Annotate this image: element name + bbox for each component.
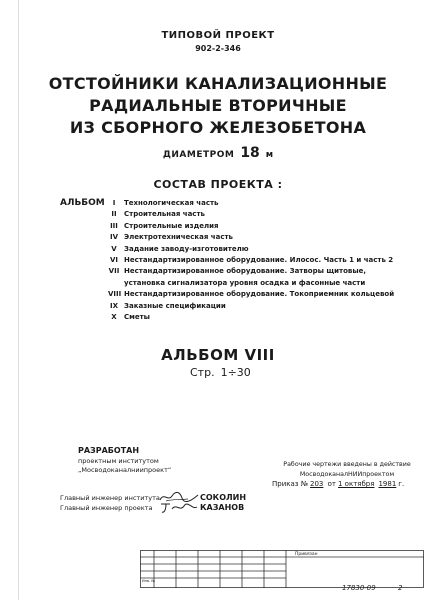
album-title: Нестандартизированное оборудование. Затворы щитовые, — [124, 267, 367, 276]
page-range — [190, 366, 251, 379]
order-line — [272, 480, 422, 488]
signature-role: Главный инженер института — [60, 494, 160, 502]
stamp-inventory-note: Инв. № — [142, 579, 155, 583]
album-number: I — [112, 199, 116, 207]
album-title: Нестандартизированное оборудование. Токоприемник кольцевой — [124, 290, 395, 299]
album-item — [108, 278, 428, 289]
album-item — [108, 255, 428, 266]
album-item — [108, 312, 428, 323]
title-line-3: ИЗ СБОРНОГО ЖЕЛЕЗОБЕТОНА — [69, 118, 367, 137]
pages-value: 1÷30 — [220, 366, 251, 379]
album-number: X — [111, 312, 117, 321]
pages-label: Стр. — [190, 366, 215, 379]
album-item — [108, 289, 428, 300]
project-code: 902-2-346 — [195, 44, 241, 53]
album-title: Нестандартизированное оборудование. Илосос. Часть 1 и часть 2 — [124, 255, 394, 264]
signature-row-chief-institute — [60, 493, 247, 502]
diameter-line — [0, 142, 436, 161]
album-title: Технологическая часть — [124, 199, 219, 207]
album-item — [108, 209, 428, 220]
date-prefix: от — [327, 480, 336, 488]
order-label: Приказ № — [272, 480, 309, 488]
album-number: IX — [109, 301, 118, 310]
album-title: Электротехническая часть — [124, 233, 233, 242]
enactment-line-1: Рабочие чертежи введены в действие — [283, 461, 411, 468]
enactment-line-2: МосводоканалНИИпроектом — [299, 471, 395, 478]
developer-line-1: проектным институтом — [78, 457, 159, 465]
album-item — [108, 221, 428, 232]
composition-heading: СОСТАВ ПРОЕКТА : — [153, 178, 283, 191]
album-item — [108, 244, 428, 255]
developer-heading: РАЗРАБОТАН — [78, 446, 140, 455]
signature-role: Главный инженер проекта — [60, 504, 153, 512]
title-stamp-table — [140, 550, 424, 588]
order-number: 203 — [310, 480, 324, 488]
signature-name: КАЗАНОВ — [200, 503, 245, 512]
handwritten-signature-icon — [158, 500, 200, 514]
album-title: Задание заводу-изготовителю — [124, 244, 249, 253]
diameter-label: ДИАМЕТРОМ — [162, 150, 235, 160]
order-date: 1 октября — [338, 480, 375, 488]
album-number: V — [111, 244, 117, 253]
sheet-code: 17830-09 — [342, 584, 376, 592]
stamp-border — [141, 551, 424, 588]
album-list — [108, 198, 428, 323]
album-number: VI — [109, 255, 119, 264]
album-number: VIII — [108, 290, 122, 299]
signature-name: СОКОЛИН — [200, 493, 247, 502]
album-number: III — [110, 221, 118, 230]
album-number: II — [111, 210, 117, 219]
order-year: 1981 — [378, 480, 397, 488]
album-title: Строительные изделия — [124, 221, 219, 230]
project-type-label: ТИПОВОЙ ПРОЕКТ — [161, 30, 275, 41]
album-number: IV — [109, 233, 119, 242]
year-suffix: г. — [398, 480, 405, 488]
diameter-unit: м — [265, 150, 274, 160]
album-item — [108, 301, 428, 312]
album-item — [108, 232, 428, 243]
album-item — [108, 266, 428, 277]
developer-institute: „Мосводоканалниипроект“ — [78, 466, 172, 474]
album-item — [108, 198, 428, 209]
enactment-note — [272, 460, 422, 480]
current-album-title: АЛЬБОМ VIII — [161, 346, 275, 364]
title-line-2: РАДИАЛЬНЫЕ ВТОРИЧНЫЕ — [89, 96, 347, 115]
album-title: Строительная часть — [124, 210, 205, 219]
album-title: Сметы — [124, 312, 150, 321]
diameter-value: 18 — [240, 145, 260, 161]
title-line-1: ОТСТОЙНИКИ КАНАЛИЗАЦИОННЫЕ — [48, 74, 388, 93]
album-label: АЛЬБОМ — [60, 198, 105, 208]
album-number: VII — [108, 267, 120, 276]
signature-row-chief-project — [60, 503, 245, 512]
album-title: установка сигнализатора уровня осадка и фасонные части — [124, 278, 366, 287]
sheet-page-number: 2 — [398, 584, 403, 592]
stamp-label: Привязан — [295, 552, 318, 557]
album-title: Заказные спецификации — [124, 301, 226, 310]
